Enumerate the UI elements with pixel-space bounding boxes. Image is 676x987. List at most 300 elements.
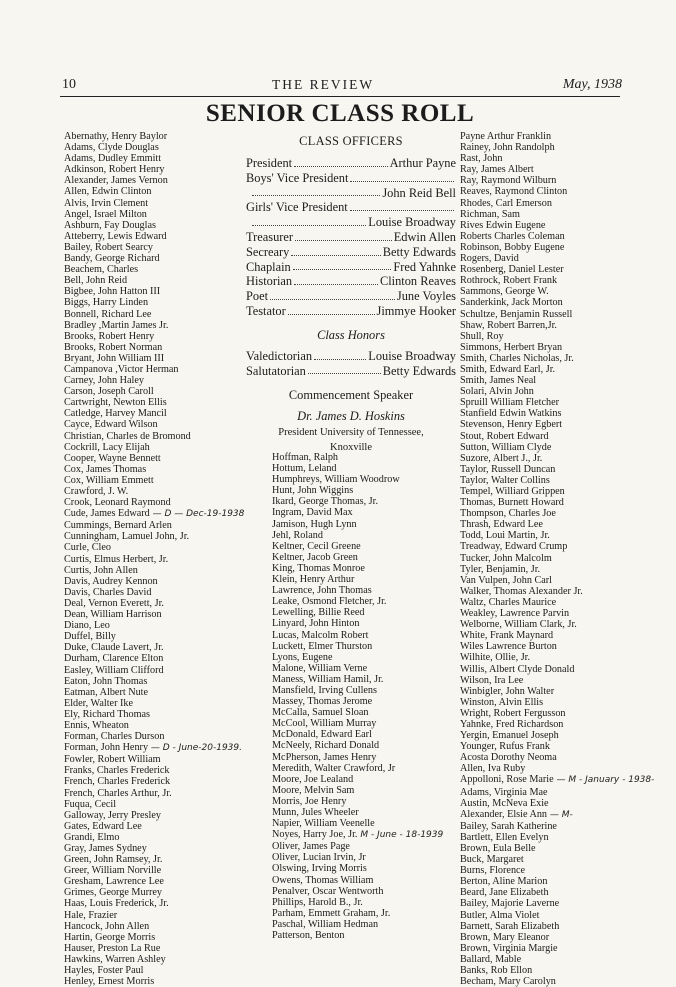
roll-name: [64, 821, 244, 832]
roll-name: [64, 486, 244, 497]
roll-name: [64, 665, 244, 676]
roll-name: [460, 843, 654, 854]
roll-name-text: Thomas, Burnett Howard: [460, 497, 564, 509]
roll-name: [64, 754, 244, 765]
roll-name: [460, 264, 654, 275]
roll-name-text: Rosenberg, Daniel Lester: [460, 264, 564, 276]
officer-name: John Reid Bell: [382, 185, 456, 200]
officer-role: Secreary: [246, 244, 290, 259]
roll-name-text: Haas, Louis Frederick, Jr.: [64, 898, 169, 910]
officer-name: Betty Edwards: [382, 244, 456, 259]
roll-name: [64, 375, 244, 386]
roll-name-text: Catledge, Harvey Mancil: [64, 408, 167, 420]
issue-date: May, 1938: [562, 77, 622, 92]
roll-name-text: Olswing, Irving Morris: [272, 863, 367, 875]
roll-name: [272, 729, 443, 740]
roll-name-text: Davis, Audrey Kennon: [64, 575, 158, 587]
roll-name: [64, 453, 244, 464]
roll-name-text: Ballard, Mable: [460, 953, 522, 965]
roll-name: [272, 507, 443, 518]
officer-testator: [246, 304, 456, 319]
roll-name: [64, 576, 244, 587]
roll-name: [460, 198, 654, 209]
roll-name: [460, 832, 654, 843]
roll-name-text: Cunningham, Lamuel John, Jr.: [64, 531, 190, 543]
roll-name: [64, 164, 244, 175]
roll-name-text: Shaw, Robert Barren,Jr.: [460, 319, 557, 331]
roll-name-text: Rogers, David: [460, 253, 519, 265]
roll-name: [64, 520, 244, 531]
roll-name: [460, 965, 654, 976]
handwritten-annotation: — M - January - 1938-: [553, 775, 655, 786]
roll-name-text: Adams, Virginia Mae: [460, 786, 548, 798]
roll-name: [272, 908, 443, 919]
roll-name: [460, 876, 654, 887]
roll-name-text: Hauser, Preston La Rue: [64, 942, 161, 954]
roll-name: [64, 965, 244, 976]
roll-name: [64, 198, 244, 209]
roll-name: [64, 876, 244, 887]
roll-name-text: Grimes, George Murrey: [64, 887, 162, 899]
roll-name: [272, 897, 443, 908]
roll-name-text: Willis, Albert Clyde Donald: [460, 663, 575, 675]
roll-name: [64, 554, 244, 565]
speaker-heading: Commencement Speaker: [288, 388, 414, 403]
roll-name-text: Abernathy, Henry Baylor: [64, 131, 168, 142]
roll-name-text: Sanderkink, Jack Morton: [460, 297, 563, 309]
officer-name: Clinton Reaves: [379, 274, 456, 289]
roll-column-1: [64, 131, 244, 987]
officer-role: Poet: [246, 289, 269, 304]
roll-name-text: McCalla, Samuel Sloan: [272, 707, 369, 719]
roll-name-text: Thompson, Charles Joe: [460, 508, 556, 520]
roll-name: [272, 552, 443, 563]
roll-name: [460, 664, 654, 675]
roll-name: [64, 631, 244, 642]
roll-name: [272, 618, 443, 629]
roll-name-text: Elder, Walter Ike: [64, 697, 134, 709]
roll-name: [64, 587, 244, 598]
roll-name-text: Rothrock, Robert Frank: [460, 275, 558, 287]
roll-name: [460, 530, 654, 541]
officer-girls-vp-name: [246, 215, 456, 230]
roll-name-text: Berton, Aline Marion: [460, 876, 548, 888]
roll-name: [460, 910, 654, 921]
roll-name-text: Angel, Israel Milton: [64, 208, 147, 220]
roll-name: [460, 375, 654, 386]
roll-name: [460, 186, 654, 197]
publication-name: THE REVIEW: [272, 77, 375, 92]
roll-name: [64, 475, 244, 486]
roll-name-text: Crawford, J. W.: [64, 486, 129, 497]
roll-name: [64, 353, 244, 364]
roll-name: [64, 386, 244, 397]
roll-name: [64, 408, 244, 419]
page-title: SENIOR CLASS ROLL: [205, 100, 475, 127]
roll-name-text: Cox, William Emmett: [64, 474, 154, 486]
roll-name: [460, 131, 654, 142]
roll-name: [64, 910, 244, 921]
roll-name: [64, 709, 244, 720]
roll-name-text: Wilson, Ira Lee: [460, 674, 524, 686]
roll-name: [460, 652, 654, 663]
roll-name: [460, 286, 654, 297]
roll-name-text: Malone, William Verne: [272, 662, 368, 674]
roll-name-text: Ingram, David Max: [272, 507, 353, 519]
roll-name: [460, 630, 654, 641]
roll-name-text: Moore, Joe Lealand: [272, 773, 354, 785]
roll-name: [64, 142, 244, 153]
roll-name: [460, 887, 654, 898]
roll-name-text: Ely, Richard Thomas: [64, 708, 151, 720]
roll-column-3: [460, 131, 654, 987]
roll-name-text: Moore, Melvin Sam: [272, 784, 355, 796]
roll-name-text: Stanfield Edwin Watkins: [460, 408, 562, 420]
handwritten-annotation: — D — Dec-19-1938: [149, 509, 245, 520]
roll-name: [272, 607, 443, 618]
roll-name: [64, 397, 244, 408]
roll-name-text: Simmons, Herbert Bryan: [460, 341, 563, 353]
roll-name-text: Barnett, Sarah Elizabeth: [460, 920, 560, 932]
roll-name-text: Biggs, Harry Linden: [64, 297, 149, 309]
roll-name: [64, 419, 244, 430]
page-number: 10: [62, 77, 76, 92]
roll-name: [64, 297, 244, 308]
roll-name-text: Parham, Emmett Graham, Jr.: [272, 907, 391, 919]
roll-name-text: Stevenson, Henry Egbert: [460, 419, 563, 431]
roll-name: [272, 541, 443, 552]
roll-name: [460, 142, 654, 153]
officer-name: Jimmye Hooker: [376, 303, 456, 318]
roll-name: [272, 718, 443, 729]
roll-name-text: Wright, Robert Fergusson: [460, 707, 566, 719]
officer-role: President: [246, 156, 293, 170]
roll-name: [64, 653, 244, 664]
roll-name-text: Banks, Rob Ellon: [460, 965, 533, 977]
roll-name-text: Waltz, Charles Maurice: [460, 596, 557, 608]
roll-name: [64, 799, 244, 810]
roll-name-text: Linyard, John Hinton: [272, 618, 360, 630]
roll-name: [64, 810, 244, 821]
roll-name-text: Bailey, Robert Searcy: [64, 241, 154, 253]
roll-name-text: Yahnke, Fred Richardson: [460, 718, 564, 730]
roll-name: [64, 242, 244, 253]
handwritten-annotation: — M-: [547, 809, 573, 820]
officer-historian: [246, 274, 456, 289]
officer-name: June Voyles: [396, 289, 456, 304]
roll-name-text: Klein, Henry Arthur: [272, 574, 355, 586]
roll-name: [272, 663, 443, 674]
roll-name-text: Mansfield, Irving Cullens: [272, 684, 377, 696]
roll-name: [460, 164, 654, 175]
roll-name: [272, 474, 443, 485]
roll-name-text: Smith, Edward Earl, Jr.: [460, 363, 556, 375]
roll-name: [272, 585, 443, 596]
roll-name: [272, 463, 443, 474]
roll-name-text: Cox, James Thomas: [64, 463, 147, 475]
roll-name-text: Leake, Osmond Fletcher, Jr.: [272, 596, 387, 608]
speaker-title: President University of Tennessee,: [278, 427, 424, 439]
roll-name: [460, 386, 654, 397]
roll-name-text: Galloway, Jerry Presley: [64, 809, 161, 821]
roll-name: [460, 464, 654, 475]
roll-name: [64, 887, 244, 898]
roll-name: [64, 832, 244, 843]
roll-name: [64, 497, 244, 508]
roll-name-text: Cude, James Edward: [64, 508, 150, 520]
roll-name: [272, 641, 443, 652]
roll-name: [64, 932, 244, 943]
roll-name: [460, 475, 654, 486]
roll-name-text: Penalver, Oscar Wentworth: [272, 885, 384, 897]
roll-name-text: Solari, Alvin John: [460, 386, 534, 398]
roll-name: [460, 821, 654, 832]
roll-name-text: Sammons, George W.: [460, 286, 549, 298]
roll-name: [64, 231, 244, 242]
roll-name: [64, 620, 244, 631]
roll-name-text: Winston, Alvin Ellis: [460, 696, 544, 708]
roll-name: [460, 697, 654, 708]
roll-name: [64, 286, 244, 297]
roll-name: [460, 453, 654, 464]
roll-name: [64, 186, 244, 197]
roll-name-text: Winbigler, John Walter: [460, 685, 555, 697]
roll-name-text: Lucas, Malcolm Robert: [272, 629, 369, 641]
roll-name: [460, 675, 654, 686]
roll-name-text: Spruill William Fletcher: [460, 397, 559, 409]
roll-name: [64, 776, 244, 787]
roll-name-text: Sutton, William Clyde: [460, 441, 552, 453]
roll-name-text: Bartlett, Ellen Evelyn: [460, 831, 549, 843]
roll-name: [64, 954, 244, 965]
roll-name: [460, 809, 654, 821]
roll-name: [64, 854, 244, 865]
roll-name: [64, 943, 244, 954]
roll-name: [64, 364, 244, 375]
honor-name: Betty Edwards: [382, 363, 456, 378]
roll-name-text: Adams, Clyde Douglas: [64, 142, 159, 154]
roll-name-text: Ennis, Wheaton: [64, 719, 129, 731]
roll-name: [460, 575, 654, 586]
roll-name-text: Cartwright, Newton Ellis: [64, 397, 167, 409]
roll-name: [272, 796, 443, 807]
roll-name-text: Walker, Thomas Alexander Jr.: [460, 585, 583, 597]
roll-name: [460, 153, 654, 164]
roll-name: [64, 220, 244, 231]
roll-name-text: Fuqua, Cecil: [64, 798, 117, 810]
roll-name: [460, 752, 654, 763]
roll-name-text: Hunt, John Wiggins: [272, 485, 354, 497]
roll-name: [272, 530, 443, 541]
officer-president: [246, 156, 456, 171]
roll-name-text: Dean, William Harrison: [64, 609, 162, 621]
roll-name-text: Wiles Lawrence Burton: [460, 641, 557, 653]
roll-name: [272, 930, 443, 941]
roll-name-text: Hancock, John Allen: [64, 920, 150, 932]
page-header: [62, 77, 622, 97]
roll-name-text: Weakley, Lawrence Parvin: [460, 608, 570, 620]
roll-column-2: [272, 452, 443, 941]
honor-role: Salutatorian: [246, 363, 306, 378]
roll-name-text: Alexander, Elsie Ann: [460, 808, 548, 820]
roll-name-text: Grandi, Elmo: [64, 831, 120, 843]
roll-name-text: Oliver, James Page: [272, 841, 350, 853]
roll-name: [64, 542, 244, 553]
roll-name-text: Rainey, John Randolph: [460, 142, 555, 154]
roll-name: [272, 841, 443, 852]
roll-name-text: Bradley ,Martin James Jr.: [64, 319, 169, 331]
roll-name-text: Paschal, William Hedman: [272, 918, 379, 930]
roll-name-text: King, Thomas Monroe: [272, 562, 365, 574]
roll-name: [460, 619, 654, 630]
roll-name: [272, 875, 443, 886]
roll-name: [460, 686, 654, 697]
roll-name-text: Cummings, Bernard Arlen: [64, 520, 172, 532]
roll-name-text: Bailey, Majorie Laverne: [460, 898, 560, 910]
roll-name: [64, 253, 244, 264]
roll-name: [460, 431, 654, 442]
roll-name: [460, 708, 654, 719]
roll-name-text: Greer, William Norville: [64, 865, 162, 877]
roll-name-text: Massey, Thomas Jerome: [272, 696, 373, 708]
officer-role: Treasurer: [246, 229, 294, 244]
roll-name-text: Austin, McNeva Exie: [460, 797, 549, 809]
roll-name: [460, 419, 654, 430]
roll-name-text: Lawrence, John Thomas: [272, 585, 372, 597]
roll-name-text: Adkinson, Robert Henry: [64, 164, 165, 176]
officer-boys-vp-name: [246, 186, 456, 201]
roll-name-text: Payne Arthur Franklin: [460, 131, 552, 142]
roll-name-text: Henley, Ernest Morris: [64, 976, 155, 987]
roll-name-text: Green, John Ramsey, Jr.: [64, 854, 163, 866]
roll-name-text: Bigbee, John Hatton III: [64, 286, 161, 298]
roll-name-text: Tucker, John Malcolm: [460, 552, 552, 564]
roll-name-text: Lewelling, Billie Reed: [272, 607, 365, 619]
roll-name: [64, 309, 244, 320]
roll-name-text: Bonnell, Richard Lee: [64, 308, 152, 320]
roll-name: [460, 976, 654, 987]
roll-name: [460, 763, 654, 774]
roll-name-text: Tyler, Benjamin, Jr.: [460, 563, 541, 575]
officers-heading: CLASS OFFICERS: [299, 134, 403, 148]
roll-name-text: Rhodes, Carl Emerson: [460, 197, 552, 209]
roll-name: [272, 763, 443, 774]
roll-name: [64, 843, 244, 854]
roll-name: [460, 364, 654, 375]
roll-name: [460, 508, 654, 519]
roll-name-text: Keltner, Cecil Greene: [272, 540, 361, 552]
roll-name: [64, 531, 244, 542]
roll-name-text: Humphreys, William Woodrow: [272, 474, 400, 486]
roll-name-text: McCool, William Murray: [272, 718, 377, 730]
roll-name-text: Ray, James Albert: [460, 164, 534, 176]
roll-name: [272, 685, 443, 696]
roll-name-text: Allen, Iva Ruby: [460, 763, 526, 775]
roll-name-text: Alexander, James Vernon: [64, 175, 168, 187]
roll-name-text: Curtis, Elmus Herbert, Jr.: [64, 553, 169, 565]
roll-name-text: White, Frank Maynard: [460, 630, 554, 642]
roll-name: [64, 598, 244, 609]
roll-name-text: Bandy, George Richard: [64, 253, 160, 265]
roll-name-text: Duffel, Billy: [64, 631, 116, 643]
roll-name-text: Welborne, William Clark, Jr.: [460, 619, 577, 631]
roll-name: [460, 275, 654, 286]
handwritten-annotation: M - June - 18-1939: [357, 830, 444, 841]
roll-name: [460, 741, 654, 752]
roll-name: [64, 508, 244, 520]
roll-name-text: Adams, Dudley Emmitt: [64, 153, 162, 165]
roll-name-text: Gresham, Lawrence Lee: [64, 876, 164, 888]
roll-name-text: Jehl, Roland: [272, 529, 323, 541]
roll-name-text: Diano, Leo: [64, 620, 110, 632]
roll-name: [460, 719, 654, 730]
roll-name-text: Brooks, Robert Norman: [64, 341, 163, 353]
roll-name-text: Burns, Florence: [460, 865, 526, 877]
roll-name-text: Duke, Claude Lavert, Jr.: [64, 642, 164, 654]
roll-name-text: Stout, Robert Edward: [460, 430, 549, 442]
roll-name-text: Cayce, Edward Wilson: [64, 419, 158, 431]
roll-name: [460, 854, 654, 865]
roll-name: [64, 175, 244, 186]
honor-salutatorian: [246, 364, 456, 379]
officer-name: Arthur Payne: [389, 156, 456, 170]
roll-name-text: Eatman, Albert Nute: [64, 686, 149, 698]
roll-name: [272, 740, 443, 751]
roll-name: [460, 242, 654, 253]
officer-name: Fred Yahnke: [393, 259, 456, 274]
roll-name: [272, 886, 443, 897]
header-rule: [60, 96, 620, 97]
roll-name-text: Phillips, Harold B., Jr.: [272, 896, 363, 908]
roll-name: [460, 297, 654, 308]
roll-name-text: Carney, John Haley: [64, 375, 144, 387]
roll-name: [272, 774, 443, 785]
roll-name-text: Becham, Mary Carolyn: [460, 976, 556, 987]
roll-name-text: Smith, Charles Nicholas, Jr.: [460, 352, 574, 364]
roll-name-text: Thrash, Edward Lee: [460, 519, 543, 531]
roll-name: [272, 674, 443, 685]
roll-name-text: Keltner, Jacob Green: [272, 551, 358, 563]
roll-name: [460, 932, 654, 943]
roll-name-text: Treadway, Edward Crump: [460, 541, 568, 553]
roll-name-text: Cooper, Wayne Bennett: [64, 452, 161, 464]
roll-name: [64, 431, 244, 442]
roll-name: [460, 397, 654, 408]
roll-name-text: Eaton, John Thomas: [64, 675, 148, 687]
roll-name-text: Davis, Charles David: [64, 586, 152, 598]
roll-name: [460, 519, 654, 530]
roll-name: [460, 353, 654, 364]
roll-name: [64, 788, 244, 799]
roll-name: [64, 464, 244, 475]
roll-name-text: Gates, Edward Lee: [64, 820, 142, 832]
roll-name: [272, 919, 443, 930]
roll-name-text: Franks, Charles Frederick: [64, 765, 170, 777]
roll-name-text: Van Vulpen, John Carl: [460, 574, 553, 586]
roll-name: [272, 485, 443, 496]
roll-name: [272, 785, 443, 796]
roll-name-text: Meredith, Walter Crawford, Jr: [272, 762, 396, 774]
roll-name-text: McDonald, Edward Earl: [272, 729, 372, 741]
roll-name: [64, 264, 244, 275]
roll-name-text: Hottum, Leland: [272, 463, 337, 475]
roll-name-text: Maness, William Hamil, Jr.: [272, 673, 384, 685]
roll-name-text: Reaves, Raymond Clinton: [460, 186, 568, 198]
roll-name-text: Cockrill, Lacy Elijah: [64, 441, 150, 453]
roll-name-text: Alvis, Irvin Clement: [64, 197, 149, 209]
roll-name-text: Schultze, Benjamin Russell: [460, 308, 573, 320]
roll-name: [64, 687, 244, 698]
